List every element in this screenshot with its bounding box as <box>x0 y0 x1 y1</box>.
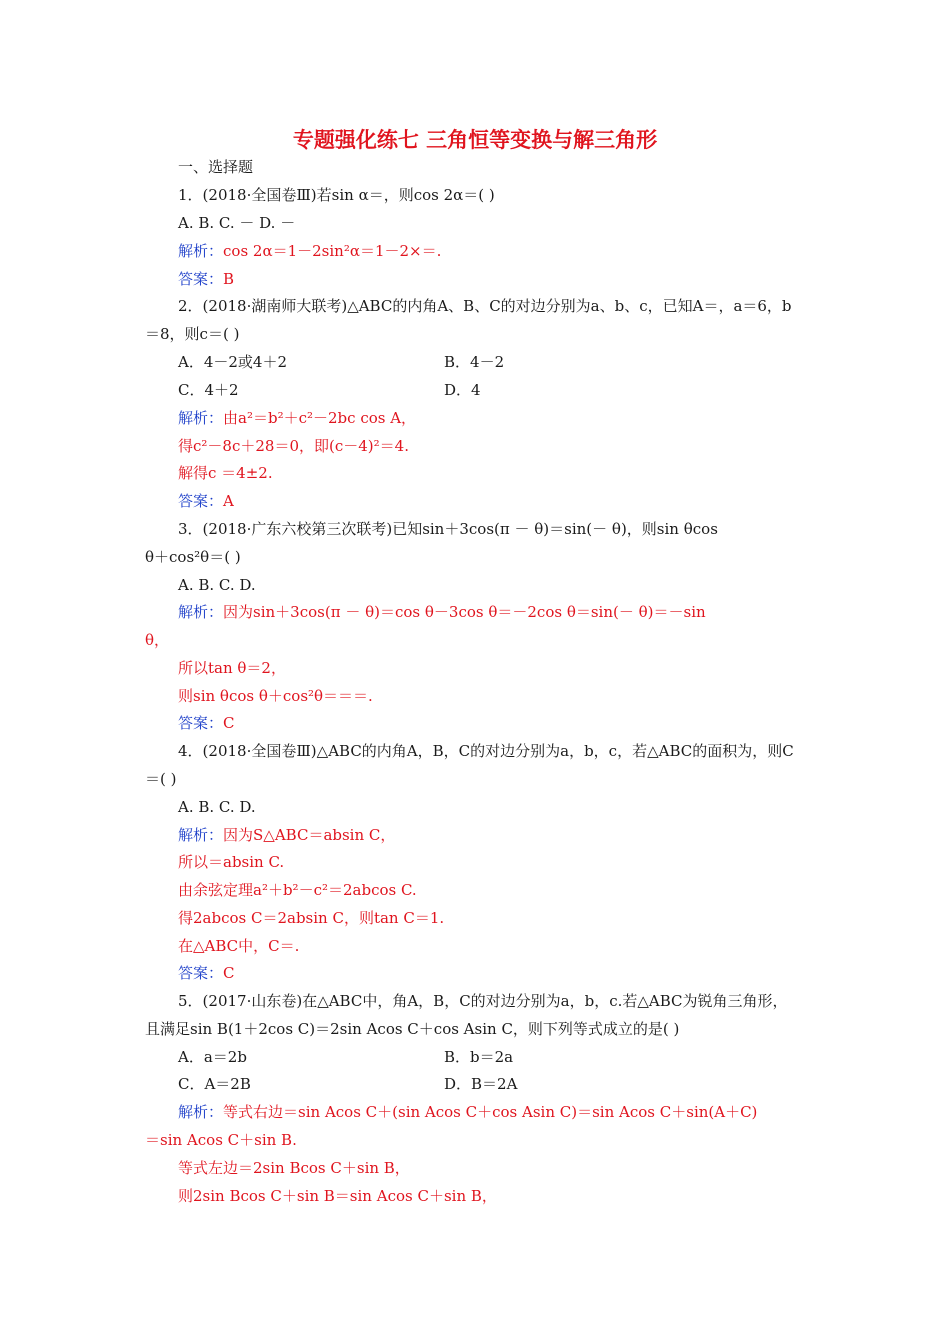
line-label: 解析： <box>178 1103 224 1121</box>
text-line <box>178 936 299 956</box>
page-title: 专题强化练七 三角恒等变换与解三角形 <box>292 128 658 152</box>
option-text: D．B＝2A <box>444 1075 518 1093</box>
line-text: 2．(2018·湖南师大联考)△ABC的内角A、B、C的对边分别为a、b、c，已知A＝，a＝6，b <box>178 297 792 315</box>
line-text: θ＋cos²θ＝( ) <box>145 548 241 566</box>
line-text: 因为sin＋3cos(π － θ)＝cos θ－3cos θ＝－2cos θ＝sin(－ θ)＝－sin <box>223 603 706 621</box>
option-text: D．4 <box>444 381 481 399</box>
text-line <box>145 547 241 567</box>
line-label: 解析： <box>178 603 224 621</box>
text-line <box>178 686 373 706</box>
text-line <box>178 1047 247 1067</box>
text-line <box>178 463 273 483</box>
line-text: 因为S△ABC＝absin C， <box>223 826 396 844</box>
line-label: 答案： <box>178 964 224 982</box>
line-text: θ， <box>145 631 170 649</box>
text-line <box>178 825 395 845</box>
line-text: C．A＝2B <box>178 1075 251 1093</box>
text-line <box>178 1186 497 1206</box>
line-text: C <box>223 964 235 982</box>
line-text: 一、选择题 <box>178 158 254 176</box>
option-text: B．b＝2a <box>444 1048 514 1066</box>
text-line <box>178 1158 410 1178</box>
line-text: 则sin θcos θ＋cos²θ＝＝＝. <box>178 687 373 705</box>
line-text: 所以tan θ＝2， <box>178 659 286 677</box>
text-line <box>178 880 417 900</box>
text-line <box>178 269 234 289</box>
text-line <box>178 602 706 622</box>
line-text: ＝8，则c＝( ) <box>145 325 240 343</box>
line-label: 答案： <box>178 270 224 288</box>
line-text: ＝( ) <box>145 770 177 788</box>
text-line <box>145 1019 679 1039</box>
line-label: 答案： <box>178 492 224 510</box>
line-label: 解析： <box>178 242 224 260</box>
text-line <box>178 908 444 928</box>
text-line <box>178 241 441 261</box>
line-text: ＝sin Acos C＋sin B. <box>145 1131 297 1149</box>
option-text: B．4－2 <box>444 353 505 371</box>
line-text: C <box>223 714 235 732</box>
text-line <box>178 963 235 983</box>
line-text: A. B. C. D. <box>178 798 256 816</box>
line-label: 解析： <box>178 826 224 844</box>
line-text: A. B. C. － D. － <box>178 214 296 232</box>
text-line <box>178 991 788 1011</box>
text-line <box>178 797 256 817</box>
line-text: 且满足sin B(1＋2cos C)＝2sin Acos C＋cos Asin C，则下列等式成立的是( ) <box>145 1020 680 1038</box>
text-line <box>178 185 495 205</box>
text-line <box>178 296 792 316</box>
text-line <box>178 436 409 456</box>
line-text: B <box>223 270 235 288</box>
line-label: 答案： <box>178 714 224 732</box>
line-text: A．4－2或4＋2 <box>178 353 288 371</box>
line-label: 解析： <box>178 409 224 427</box>
text-line <box>145 630 169 650</box>
line-text: 由a²＝b²＋c²－2bc cos A， <box>223 409 417 427</box>
text-line <box>178 575 256 595</box>
line-text: 则2sin Bcos C＋sin B＝sin Acos C＋sin B， <box>178 1187 497 1205</box>
line-text: 在△ABC中，C＝. <box>178 937 300 955</box>
line-text: C．4＋2 <box>178 381 239 399</box>
text-line <box>178 352 287 372</box>
text-line <box>178 1102 757 1122</box>
text-line <box>145 324 239 344</box>
line-text: 等式右边＝sin Acos C＋(sin Acos C＋cos Asin C)＝sin Acos C＋sin(A＋C) <box>223 1103 758 1121</box>
line-text: A. B. C. D. <box>178 576 256 594</box>
line-text: 4．(2018·全国卷Ⅲ)△ABC的内角A，B，C的对边分别为a，b，c，若△ABC的面积为，则C <box>178 742 794 760</box>
line-text: 解得c ＝4±2. <box>178 464 273 482</box>
text-line <box>145 769 176 789</box>
text-line <box>178 741 794 761</box>
text-line <box>145 1130 297 1150</box>
text-line <box>178 213 295 233</box>
text-line <box>178 408 416 428</box>
line-text: A <box>223 492 234 510</box>
text-line <box>178 380 239 400</box>
line-text: cos 2α＝1－2sin²α＝1－2×＝. <box>223 242 442 260</box>
line-text: 得c²－8c＋28＝0，即(c－4)²＝4. <box>178 437 409 455</box>
line-text: 3．(2018·广东六校第三次联考)已知sin＋3cos(π － θ)＝sin(－ θ)，则sin θcos <box>178 520 718 538</box>
line-text: 5．(2017·山东卷)在△ABC中，角A，B，C的对边分别为a，b，c.若△ABC为锐角三角形， <box>178 992 788 1010</box>
text-line <box>178 852 284 872</box>
text-line <box>178 658 286 678</box>
line-text: 得2abcos C＝2absin C，则tan C＝1. <box>178 909 445 927</box>
line-text: A．a＝2b <box>178 1048 247 1066</box>
line-text: 所以＝absin C. <box>178 853 285 871</box>
text-line <box>178 519 718 539</box>
text-line <box>178 157 253 177</box>
text-line <box>178 713 235 733</box>
line-text: 由余弦定理a²＋b²－c²＝2abcos C. <box>178 881 417 899</box>
line-text: 等式左边＝2sin Bcos C＋sin B， <box>178 1159 410 1177</box>
text-line <box>178 1074 251 1094</box>
line-text: 1．(2018·全国卷Ⅲ)若sin α＝，则cos 2α＝( ) <box>178 186 495 204</box>
text-line <box>178 491 234 511</box>
